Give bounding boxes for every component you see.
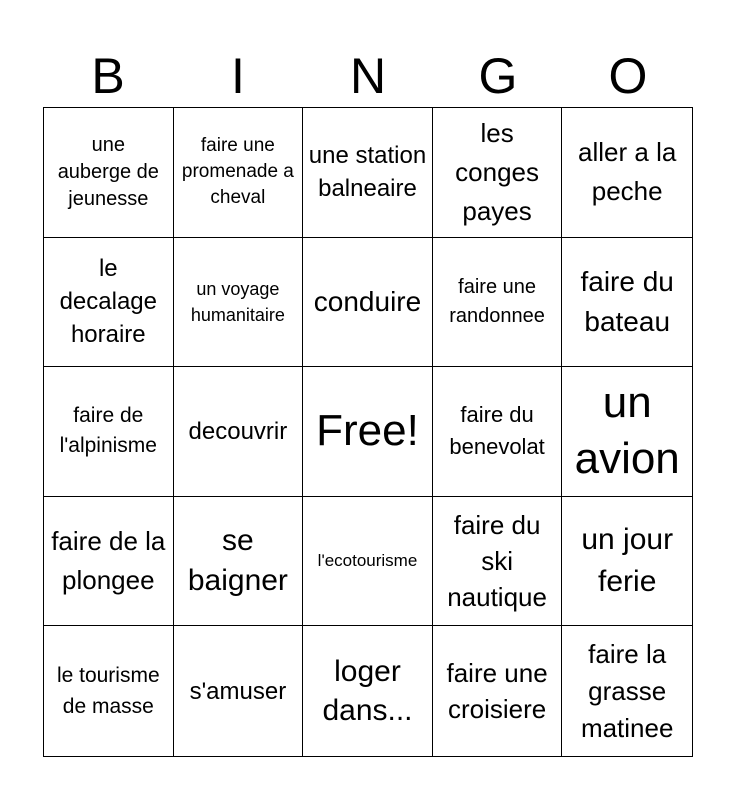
- bingo-cell: [433, 108, 563, 238]
- bingo-cell: [44, 367, 174, 497]
- bingo-cell: [562, 626, 692, 756]
- header-letter-o: O: [608, 48, 648, 104]
- cell-text: faire de l'alpinisme: [59, 404, 157, 458]
- bingo-cell: [44, 238, 174, 368]
- free-space-text: Free!: [316, 406, 419, 456]
- bingo-cell: [303, 108, 433, 238]
- cell-text: faire du bateau: [580, 265, 674, 337]
- bingo-cell: [433, 238, 563, 368]
- bingo-cell: [562, 108, 692, 238]
- bingo-cell: [174, 108, 304, 238]
- bingo-cell: [562, 367, 692, 497]
- bingo-header: [43, 45, 693, 107]
- bingo-cell: [303, 626, 433, 756]
- cell-text: faire une randonnee: [449, 275, 545, 327]
- bingo-cell: [562, 238, 692, 368]
- bingo-cell: [303, 497, 433, 627]
- cell-text: le tourisme de masse: [56, 664, 160, 719]
- bingo-cell: [303, 367, 433, 497]
- bingo-cell: [433, 367, 563, 497]
- header-letter-g: G: [478, 48, 518, 104]
- cell-text: faire du ski nautique: [447, 510, 547, 613]
- cell-text: un voyage humanitaire: [190, 278, 285, 325]
- cell-text: l'ecotourisme: [317, 551, 418, 571]
- bingo-cell: [44, 108, 174, 238]
- bingo-cell: [562, 497, 692, 627]
- bingo-board: [43, 107, 693, 757]
- cell-text: s'amuser: [189, 677, 287, 705]
- header-letter-i: I: [231, 48, 245, 104]
- header-letter-n: N: [349, 48, 387, 104]
- cell-text: le decalage horaire: [59, 255, 157, 349]
- cell-text: faire une promenade a cheval: [181, 135, 294, 209]
- cell-text: faire une croisiere: [446, 658, 548, 725]
- bingo-cell: [174, 626, 304, 756]
- cell-text: se baigner: [187, 524, 288, 598]
- bingo-cell: [174, 367, 304, 497]
- bingo-cell: [174, 238, 304, 368]
- bingo-cell: [44, 497, 174, 627]
- bingo-cell: [433, 626, 563, 756]
- cell-text: faire de la plongee: [51, 526, 166, 596]
- cell-text: aller a la peche: [578, 137, 677, 207]
- cell-text: un avion: [574, 378, 680, 484]
- cell-text: faire la grasse matinee: [580, 638, 674, 743]
- cell-text: conduire: [313, 285, 422, 317]
- bingo-cell: [44, 626, 174, 756]
- cell-text: une station balneaire: [308, 142, 427, 203]
- header-letter-b: B: [91, 48, 125, 104]
- bingo-cell: [174, 497, 304, 627]
- cell-text: decouvrir: [188, 417, 288, 445]
- cell-text: une auberge de jeunesse: [57, 133, 159, 210]
- bingo-cell: [303, 238, 433, 368]
- cell-text: loger dans...: [322, 655, 413, 728]
- cell-text: un jour ferie: [581, 523, 674, 599]
- cell-text: les conges payes: [455, 117, 540, 226]
- cell-text: faire du benevolat: [449, 402, 545, 460]
- bingo-cell: [433, 497, 563, 627]
